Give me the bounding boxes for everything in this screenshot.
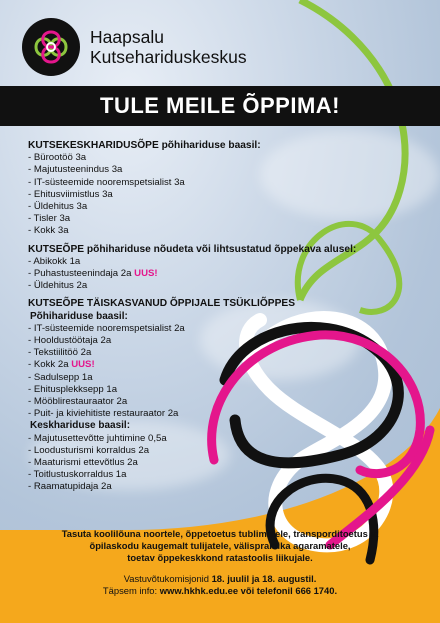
info-line [0, 585, 440, 597]
subsection-title: Põhihariduse baasil: [30, 310, 128, 322]
list-item: - Üldehitus 2a [28, 280, 88, 292]
banner-title: TULE MEILE ÕPPIMA! [0, 86, 440, 126]
section-title: KUTSEÕPE TÄISKASVANUD ÕPPIJALE TSÜKLIÕPPES [28, 298, 295, 310]
admissions-label: Vastuvõtukomisjonid [123, 572, 209, 584]
admissions-dates: 18. juulil ja 18. augustil. [211, 572, 317, 584]
section-title: KUTSEÕPE põhihariduse nõudeta või lihtsustatud õppekava alusel: [28, 243, 357, 255]
list-item: - Sadulsepp 1a [28, 371, 93, 383]
org-name-line2: Kutsehariduskeskus [90, 47, 247, 67]
logo-icon [22, 18, 80, 76]
org-name-line1: Haapsalu [90, 27, 164, 47]
list-item: - Maaturismi ettevõtlus 2a [28, 457, 138, 469]
list-item: - Tekstiilitöö 2a [28, 347, 92, 359]
info-label: Täpsem info: [102, 584, 158, 596]
section-title: KUTSEKESKHARIDUSÕPE põhihariduse baasil: [28, 140, 261, 151]
list-item: - IT-süsteemide nooremspetsialist 2a [28, 322, 185, 334]
logo-header [22, 18, 247, 76]
list-item-text: - Puhastusteenindaja 2a [28, 268, 132, 280]
list-item: - Bürootöö 3a [28, 152, 87, 164]
list-item [28, 268, 356, 280]
list-item: - Mööblirestauraator 2a [28, 396, 128, 408]
section-kutsekeskharidus [28, 140, 356, 238]
admissions-line [0, 573, 440, 585]
subsection-title: Keskhariduse baasil: [30, 420, 131, 432]
section-taiskasvanud [28, 298, 356, 493]
list-item: - Raamatupidaja 2a [28, 481, 112, 493]
course-list [28, 140, 356, 494]
list-item: - Abikokk 1a [28, 255, 81, 267]
list-item: - Loodusturismi korraldus 2a [28, 444, 150, 456]
section-kutseope-pohihariduse-noudeta [28, 244, 356, 293]
list-item: - Ehitusviimistlus 3a [28, 188, 113, 200]
list-item: - Majutusettevõtte juhtimine 0,5a [28, 432, 167, 444]
info-contact: www.hkhk.edu.ee või telefonil 666 1740. [159, 584, 338, 596]
footer-line: Tasuta koolilõuna noortele, õppetoetus tublimatele, transporditoetus ja [61, 528, 379, 539]
list-item: - IT-süsteemide nooremspetsialist 3a [28, 176, 185, 188]
footer [0, 528, 440, 597]
footer-line: õpilaskodu kaugemalt tulijatele, välispraktika agaramatele, [89, 540, 351, 552]
list-item [28, 359, 356, 371]
new-badge: UUS! [134, 268, 158, 280]
new-badge: UUS! [71, 359, 95, 371]
list-item: - Üldehitus 3a [28, 201, 88, 213]
list-item: - Puit- ja kiviehitiste restauraator 2a [28, 408, 179, 420]
footer-line: toetav õppekeskkond ratastoolis liikujale. [127, 552, 313, 564]
list-item: - Toitlustuskorraldus 1a [28, 469, 127, 481]
list-item-text: - Kokk 2a [28, 359, 69, 371]
list-item: - Ehitusplekksepp 1a [28, 383, 118, 395]
list-item: - Majutusteenindus 3a [28, 164, 123, 176]
list-item: - Tisler 3a [28, 213, 71, 225]
org-name [90, 27, 247, 67]
list-item: - Kokk 3a [28, 225, 69, 237]
list-item: - Hooldustöötaja 2a [28, 335, 112, 347]
